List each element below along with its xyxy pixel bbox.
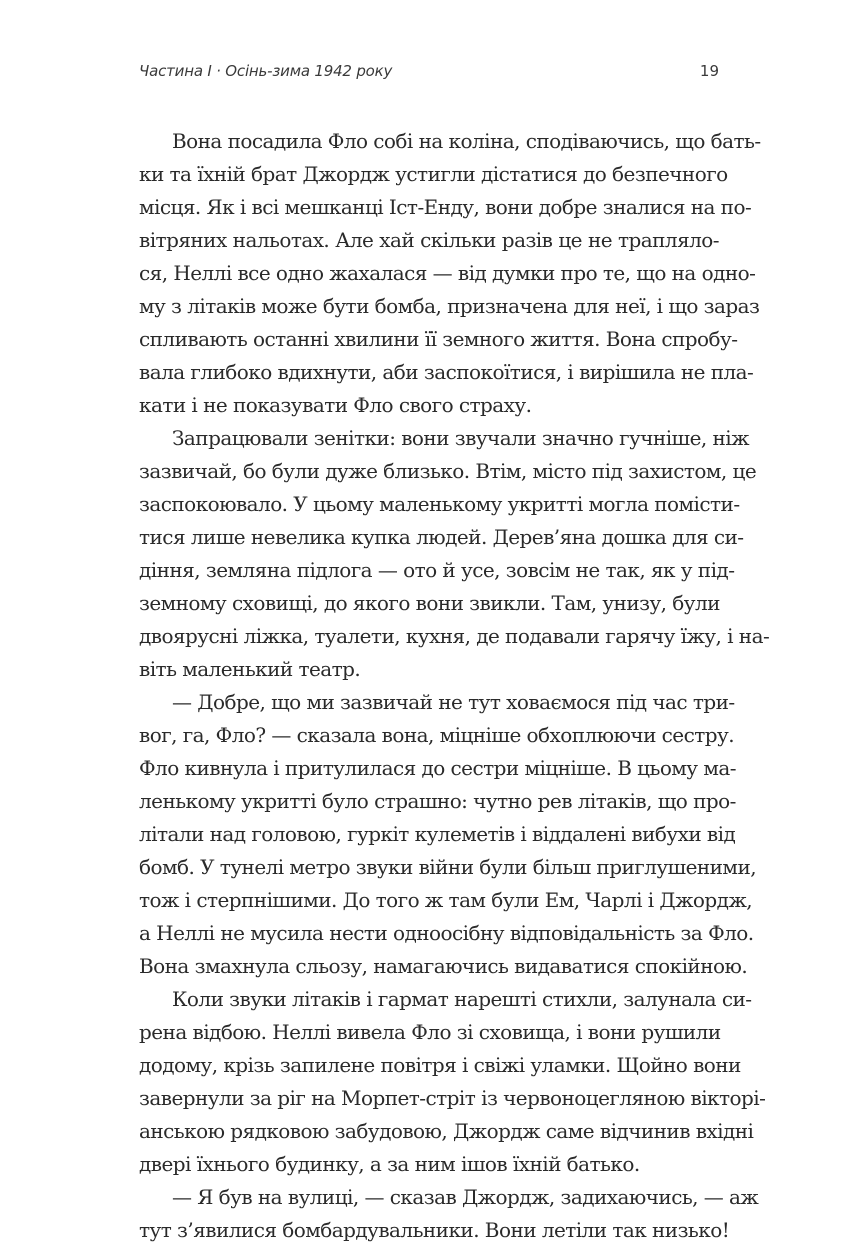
- text-line: Фло кивнула і притулилася до сестри міцніше. В цьому ма-: [139, 756, 736, 780]
- text-line: — Добре, що ми зазвичай не тут ховаємося під час три-: [172, 690, 735, 714]
- text-line: Запрацювали зенітки: вони звучали значно гучніше, ніж: [172, 426, 749, 450]
- text-line: земному сховищі, до якого вони звикли. Там, унизу, були: [139, 591, 720, 615]
- text-line: місця. Як і всі мешканці Іст-Енду, вони добре зналися на по-: [139, 195, 752, 219]
- text-line: вог, га, Фло? — сказала вона, міцніше обхоплюючи сестру.: [139, 723, 735, 747]
- text-line: анською рядковою забудовою, Джордж саме відчинив вхідні: [139, 1119, 754, 1143]
- text-line: ся, Неллі все одно жахалася — від думки про те, що на одно-: [139, 261, 756, 285]
- text-line: Вона посадила Фло собі на коліна, сподіваючись, що бать-: [172, 129, 761, 153]
- page-number: 19: [699, 62, 719, 80]
- text-line: — Я був на вулиці, — сказав Джордж, задихаючись, — аж: [172, 1185, 759, 1209]
- text-line: віть маленький театр.: [139, 657, 361, 681]
- text-line: додому, крізь запилене повітря і свіжі уламки. Щойно вони: [139, 1053, 741, 1077]
- text-line: тож і стерпнішими. До того ж там були Ем, Чарлі і Джордж,: [139, 888, 753, 912]
- text-line: му з літаків може бути бомба, призначена для неї, і що зараз: [139, 294, 760, 318]
- text-line: кати і не показувати Фло свого страху.: [139, 393, 532, 417]
- text-line: двоярусні ліжка, туалети, кухня, де подавали гарячу їжу, і на-: [139, 624, 770, 648]
- text-line: Коли звуки літаків і гармат нарешті стихли, залунала си-: [172, 987, 752, 1011]
- running-title: Частина I · Осінь-зима 1942 року: [139, 62, 393, 80]
- text-line: ленькому укритті було страшно: чутно рев літаків, що про-: [139, 789, 736, 813]
- text-line: а Неллі не мусила нести одноосібну відповідальність за Фло.: [139, 921, 754, 945]
- text-line: рена відбою. Неллі вивела Фло зі сховища, і вони рушили: [139, 1020, 721, 1044]
- text-line: двері їхнього будинку, а за ним ішов їхній батько.: [139, 1152, 640, 1176]
- text-line: бомб. У тунелі метро звуки війни були більш приглушеними,: [139, 855, 757, 879]
- text-line: зазвичай, бо були дуже близько. Втім, місто під захистом, це: [139, 459, 757, 483]
- text-line: тися лише невелика купка людей. Дерев’яна дошка для си-: [139, 525, 744, 549]
- text-line: ки та їхній брат Джордж устигли дістатися до безпечного: [139, 162, 728, 186]
- running-head: [139, 58, 719, 86]
- text-line: тут з’явилися бомбардувальники. Вони летіли так низько!: [139, 1218, 730, 1242]
- text-line: діння, земляна підлога — ото й усе, зовсім не так, як у під-: [139, 558, 735, 582]
- text-line: спливають останні хвилини її земного життя. Вона спробу-: [139, 327, 738, 351]
- text-line: завернули за ріг на Морпет-стріт із червоноцегляною вікторі-: [139, 1086, 766, 1110]
- text-line: літали над головою, гуркіт кулеметів і віддалені вибухи від: [139, 822, 736, 846]
- text-line: вітряних нальотах. Але хай скільки разів це не трапляло-: [139, 228, 719, 252]
- text-line: заспокоювало. У цьому маленькому укритті могла помісти-: [139, 492, 740, 516]
- text-line: вала глибоко вдихнути, аби заспокоїтися, і вирішила не пла-: [139, 360, 754, 384]
- text-line: Вона змахнула сльозу, намагаючись видаватися спокійною.: [139, 954, 748, 978]
